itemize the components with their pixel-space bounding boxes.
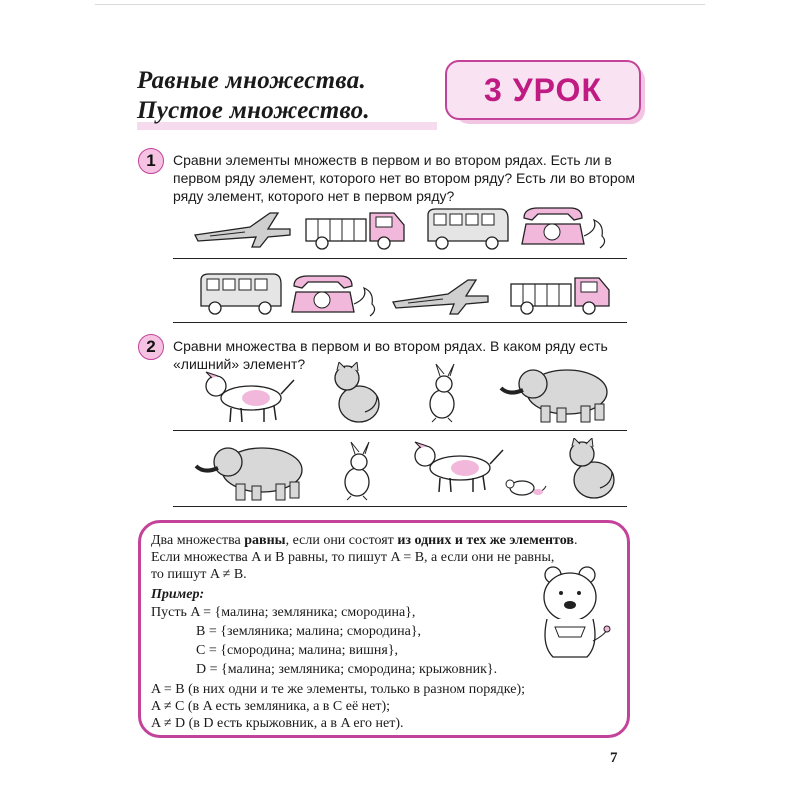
task-2-number: 2 <box>138 334 164 360</box>
set-d: D = {малина; земляника; смородина; крыжовник}. <box>196 662 498 677</box>
dog-icon <box>405 440 505 495</box>
set-c: C = {смородина; малина; вишня}, <box>196 643 399 658</box>
comparison-3: A ≠ D (в D есть крыжовник, а в A его нет). <box>151 716 404 731</box>
telephone-icon <box>288 268 383 320</box>
title-line-2: Пустое множество. <box>137 97 370 124</box>
elephant-icon <box>190 438 310 504</box>
airplane-icon <box>190 205 295 253</box>
comparison-1: A = B (в них одни и те же элементы, только в разном порядке); <box>151 682 526 697</box>
page-number: 7 <box>610 750 618 766</box>
row-divider <box>173 258 627 259</box>
dog-icon <box>196 370 296 425</box>
bus-icon <box>195 270 285 318</box>
lesson-badge: 3 УРОК <box>445 60 641 120</box>
rule-text: . <box>573 533 578 548</box>
elephant-icon <box>495 360 615 426</box>
rule-text: Два множества <box>151 533 245 548</box>
set-b: B = {земляника; малина; смородина}, <box>196 624 422 639</box>
rule-bold: из одних и тех же элементов <box>397 533 574 548</box>
set-a: Пусть A = {малина; земляника; смородина}, <box>151 605 416 620</box>
row-divider <box>173 322 627 323</box>
task-1-line: Сравни элементы множеств в первом и во втором рядах. Есть ли в <box>173 152 612 168</box>
mouse-icon <box>500 472 550 502</box>
task-2-line: «лишний» элемент? <box>173 356 306 372</box>
rabbit-icon <box>335 440 385 502</box>
rabbit-icon <box>420 362 470 424</box>
rule-text: , если они состоят <box>285 533 398 548</box>
row-divider <box>173 430 627 431</box>
rule-bold: равны <box>244 533 286 548</box>
task-2-line: Сравни множества в первом и во втором рядах. В каком ряду есть <box>173 338 608 354</box>
telephone-icon <box>518 200 613 252</box>
page-title <box>137 66 370 126</box>
task-1-text <box>173 151 635 205</box>
airplane-icon <box>388 272 493 320</box>
page-top-rule <box>95 4 705 5</box>
comparison-2: A ≠ C (в A есть земляника, а в C её нет); <box>151 699 391 714</box>
task-1-line: первом ряду элемент, которого нет во втором ряду? Есть ли во втором <box>173 170 636 186</box>
truck-icon <box>505 270 617 318</box>
example-label: Пример: <box>151 587 205 602</box>
cat-icon <box>560 438 622 502</box>
title-line-1: Равные множества. <box>137 67 367 94</box>
rule-line-3: то пишут A ≠ B. <box>151 567 247 582</box>
cat-icon <box>325 362 387 426</box>
rule-line-1 <box>151 532 577 550</box>
bus-icon <box>422 205 512 253</box>
bear-icon <box>525 565 615 665</box>
truck-icon <box>300 205 412 253</box>
row-divider <box>173 506 627 507</box>
rule-line-2: Если множества A и B равны, то пишут A = B, а если они не равны, <box>151 550 555 565</box>
task-1-number: 1 <box>138 148 164 174</box>
task-1-line: ряду элемент, которого нет в первом ряду? <box>173 188 455 204</box>
